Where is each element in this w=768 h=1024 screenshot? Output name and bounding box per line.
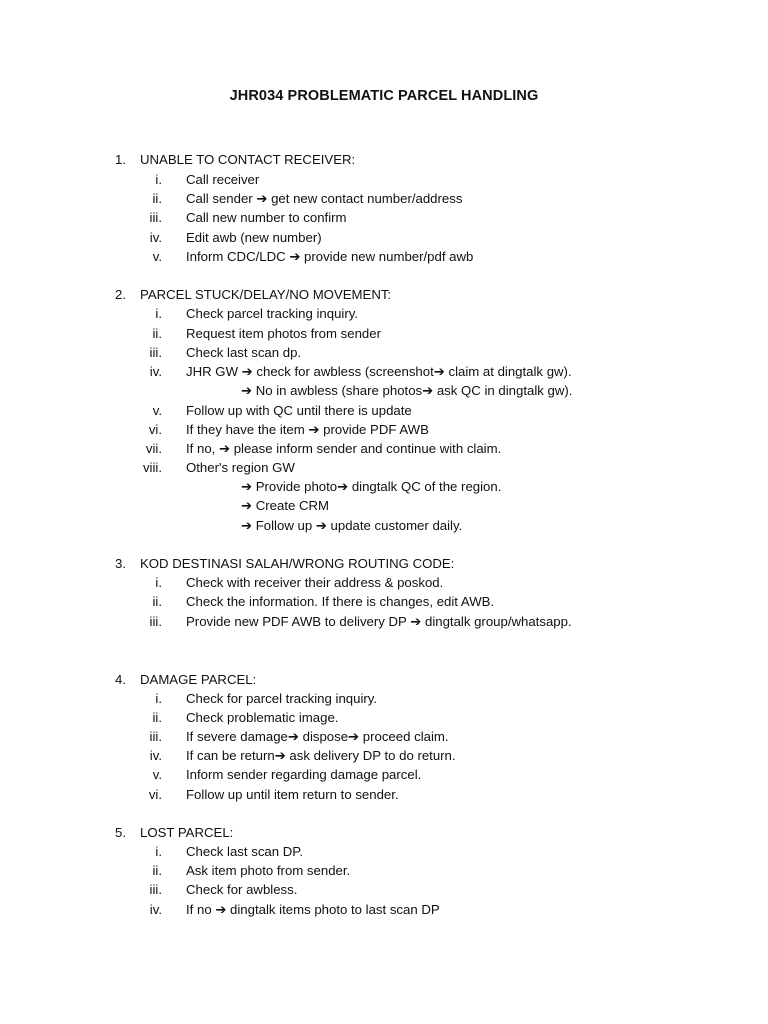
- item-number: iii.: [149, 729, 162, 744]
- item-number: ii.: [152, 191, 162, 206]
- item-text: Call sender ➔ get new contact number/address: [186, 191, 463, 206]
- item-number: iii.: [149, 882, 162, 897]
- item-number: vi.: [148, 787, 162, 802]
- item-text: If they have the item ➔ provide PDF AWB: [186, 422, 429, 437]
- item-text: Provide new PDF AWB to delivery DP ➔ dingtalk group/whatsapp.: [186, 614, 572, 629]
- item-text: Check for parcel tracking inquiry.: [186, 691, 378, 706]
- section-number: 4.: [115, 672, 126, 687]
- item-text: Call receiver: [186, 172, 260, 187]
- section-title: UNABLE TO CONTACT RECEIVER:: [140, 152, 356, 167]
- list-item: [0, 343, 768, 362]
- section-number: 1.: [115, 152, 126, 167]
- list-item: [0, 900, 768, 919]
- item-text: JHR GW ➔ check for awbless (screenshot➔ claim at dingtalk gw).: [186, 364, 572, 379]
- item-number: v.: [152, 767, 162, 782]
- item-text: Other's region GW: [186, 460, 295, 475]
- list-item: [0, 612, 768, 631]
- section-heading: [0, 823, 768, 842]
- section-heading: [0, 150, 768, 169]
- section-heading: [0, 670, 768, 689]
- item-text: Follow up with QC until there is update: [186, 403, 412, 418]
- item-text: Inform CDC/LDC ➔ provide new number/pdf awb: [186, 249, 474, 264]
- document-title: JHR034 PROBLEMATIC PARCEL HANDLING: [229, 88, 539, 104]
- section-number: 5.: [115, 825, 126, 840]
- item-number: vi.: [148, 422, 162, 437]
- item-text: If severe damage➔ dispose➔ proceed claim.: [186, 729, 449, 744]
- item-text: Check with receiver their address & poskod.: [186, 575, 444, 590]
- item-number: i.: [155, 844, 162, 859]
- item-text: If can be return➔ ask delivery DP to do return.: [186, 748, 456, 763]
- section-title: KOD DESTINASI SALAH/WRONG ROUTING CODE:: [140, 556, 455, 571]
- arrow-bullet-item: [0, 496, 768, 515]
- item-text: Create CRM: [255, 498, 330, 513]
- item-text: If no, ➔ please inform sender and continue with claim.: [186, 441, 502, 456]
- item-number: ii.: [152, 594, 162, 609]
- list-item: [0, 592, 768, 611]
- item-number: v.: [152, 249, 162, 264]
- list-item: [0, 727, 768, 746]
- arrow-bullet-icon: ➔: [241, 383, 253, 398]
- item-number: iv.: [149, 364, 162, 379]
- item-number: iv.: [149, 902, 162, 917]
- item-text: No in awbless (share photos➔ ask QC in dingtalk gw).: [255, 383, 573, 398]
- arrow-bullet-item: [0, 516, 768, 535]
- arrow-bullet-item: [0, 477, 768, 496]
- item-text: Follow up ➔ update customer daily.: [255, 518, 463, 533]
- item-number: iv.: [149, 230, 162, 245]
- list-item: [0, 170, 768, 189]
- list-item: [0, 785, 768, 804]
- section-heading: [0, 285, 768, 304]
- list-item: [0, 247, 768, 266]
- list-item: [0, 324, 768, 343]
- item-number: iv.: [149, 748, 162, 763]
- list-item: [0, 689, 768, 708]
- item-number: v.: [152, 403, 162, 418]
- arrow-bullet-icon: ➔: [241, 518, 253, 533]
- list-item: [0, 420, 768, 439]
- list-item: [0, 189, 768, 208]
- item-text: Check the information. If there is changes, edit AWB.: [186, 594, 495, 609]
- list-item: [0, 573, 768, 592]
- arrow-bullet-item: [0, 381, 768, 400]
- item-text: Follow up until item return to sender.: [186, 787, 399, 802]
- list-item: [0, 208, 768, 227]
- list-item: [0, 228, 768, 247]
- item-number: ii.: [152, 710, 162, 725]
- item-text: Inform sender regarding damage parcel.: [186, 767, 422, 782]
- list-item: [0, 746, 768, 765]
- item-text: Check problematic image.: [186, 710, 339, 725]
- item-text: If no ➔ dingtalk items photo to last scan DP: [186, 902, 440, 917]
- section-title: PARCEL STUCK/DELAY/NO MOVEMENT:: [140, 287, 392, 302]
- list-item: [0, 458, 768, 477]
- item-number: i.: [155, 691, 162, 706]
- item-number: i.: [155, 306, 162, 321]
- item-number: vii.: [145, 441, 162, 456]
- item-number: ii.: [152, 863, 162, 878]
- item-text: Check parcel tracking inquiry.: [186, 306, 358, 321]
- item-number: iii.: [149, 210, 162, 225]
- section-title: LOST PARCEL:: [140, 825, 234, 840]
- item-number: i.: [155, 172, 162, 187]
- section-number: 2.: [115, 287, 126, 302]
- item-text: Call new number to confirm: [186, 210, 347, 225]
- list-item: [0, 439, 768, 458]
- section-title: DAMAGE PARCEL:: [140, 672, 257, 687]
- list-item: [0, 842, 768, 861]
- list-item: [0, 765, 768, 784]
- item-text: Check for awbless.: [186, 882, 298, 897]
- item-text: Check last scan DP.: [186, 844, 304, 859]
- item-number: i.: [155, 575, 162, 590]
- item-number: ii.: [152, 326, 162, 341]
- list-item: [0, 880, 768, 899]
- list-item: [0, 362, 768, 381]
- list-item: [0, 401, 768, 420]
- list-item: [0, 861, 768, 880]
- item-text: Edit awb (new number): [186, 230, 322, 245]
- section-number: 3.: [115, 556, 126, 571]
- arrow-bullet-icon: ➔: [241, 498, 253, 513]
- item-number: viii.: [142, 460, 162, 475]
- item-text: Check last scan dp.: [186, 345, 302, 360]
- item-number: iii.: [149, 614, 162, 629]
- arrow-bullet-icon: ➔: [241, 479, 253, 494]
- item-number: iii.: [149, 345, 162, 360]
- section-heading: [0, 554, 768, 573]
- list-item: [0, 304, 768, 323]
- item-text: Request item photos from sender: [186, 326, 381, 341]
- list-item: [0, 708, 768, 727]
- item-text: Ask item photo from sender.: [186, 863, 351, 878]
- item-text: Provide photo➔ dingtalk QC of the region.: [255, 479, 502, 494]
